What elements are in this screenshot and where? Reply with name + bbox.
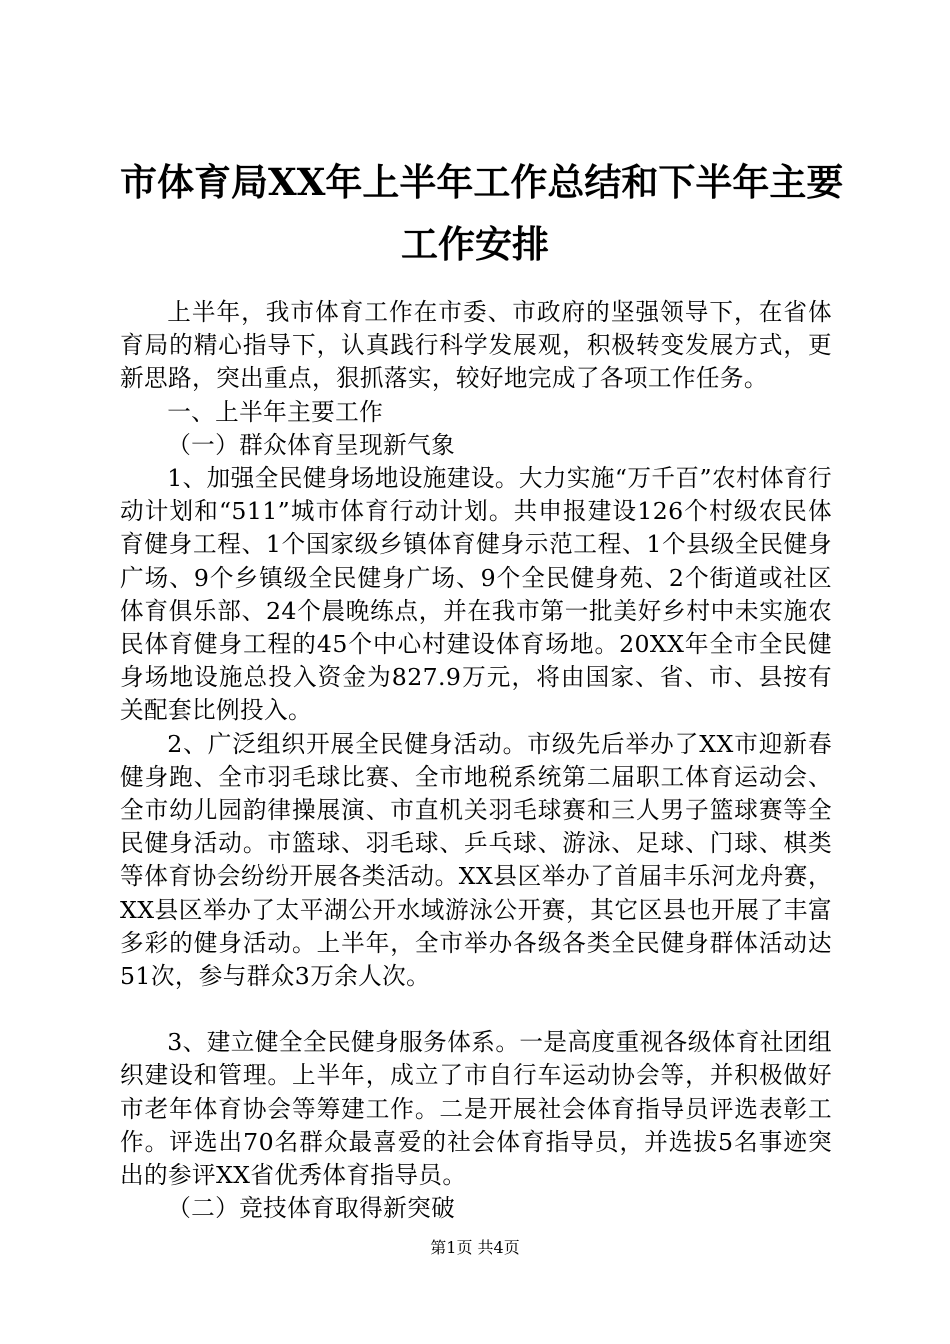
subsection-heading-2: （二）竞技体育取得新突破 (167, 1194, 456, 1223)
body-paragraph-1: 1、加强全民健身场地设施建设。大力实施“万千百”农村体育行动计划和“511”城市体育行动计划。共申报建设126个村级农民体育健身工程、1个国家级乡镇体育健身示范工程、1个县级全民健身广场、9个乡镇级全民健身广场、9个全民健身苑、2个街道或社区体育俱乐部、24个晨晚练点，并在我市第一批美好乡村中未实施农民体育健身工程的45个中心村建设体育场地。20XX年全市全民健身场地设施总投入资金为827.9万元，将由国家、省、市、县按有关配套比例投入。 (120, 464, 832, 725)
document-title-line2: 工作安排 (401, 222, 549, 266)
body-paragraph-3: 3、建立健全全民健身服务体系。一是高度重视各级体育社团组织建设和管理。上半年，成立了市自行车运动协会等，并积极做好市老年体育协会等筹建工作。二是开展社会体育指导员评选表彰工作。评选出70名群众最喜爱的社会体育指导员，并选拔5名事迹突出的参评XX省优秀体育指导员。 (120, 1028, 832, 1190)
document-body (120, 296, 832, 1225)
intro-paragraph: 上半年，我市体育工作在市委、市政府的坚强领导下，在省体育局的精心指导下，认真践行科学发展观，积极转变发展方式，更新思路，突出重点，狠抓落实，较好地完成了各项工作任务。 (120, 298, 832, 393)
subsection-heading-1: （一）群众体育呈现新气象 (167, 430, 456, 459)
section-heading-1: 一、上半年主要工作 (167, 397, 384, 426)
body-paragraph-2: 2、广泛组织开展全民健身活动。市级先后举办了XX市迎新春健身跑、全市羽毛球比赛、全市地税系统第二届职工体育运动会、全市幼儿园韵律操展演、市直机关羽毛球赛和三人男子篮球赛等全民健身活动。市篮球、羽毛球、乒乓球、游泳、足球、门球、棋类等体育协会纷纷开展各类活动。XX县区举办了首届丰乐河龙舟赛，XX县区举办了太平湖公开水域游泳公开赛，其它区县也开展了丰富多彩的健身活动。上半年，全市举办各级各类全民健身群体活动达51次，参与群众3万余人次。 (120, 729, 832, 991)
page-footer: 第1页 共4页 (430, 1238, 520, 1257)
document-title-line1: 市体育局XX年上半年工作总结和下半年主要 (120, 160, 844, 204)
